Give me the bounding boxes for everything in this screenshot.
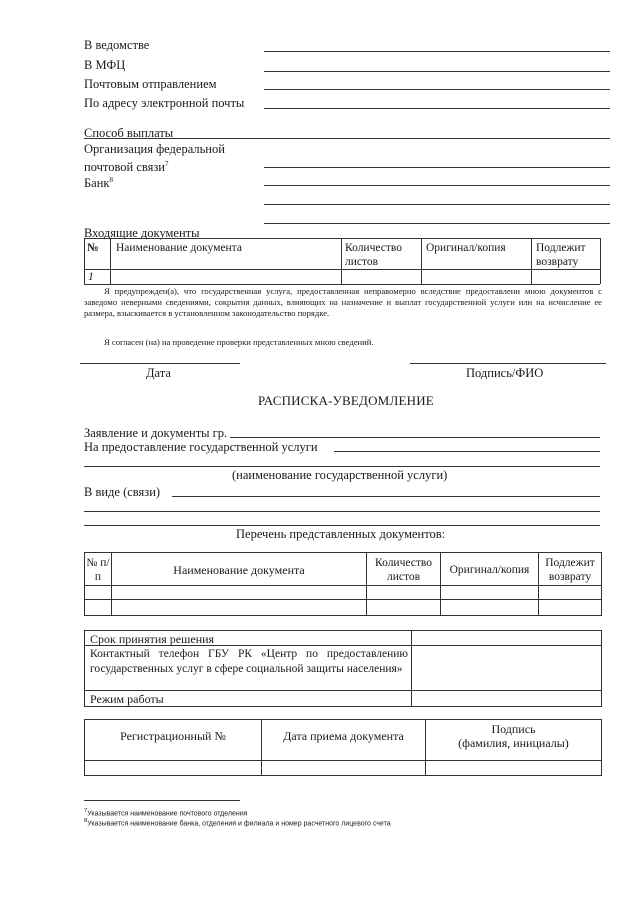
contacts-row-sep2 — [84, 690, 602, 691]
incoming-header-orig: Оригинал/копия — [426, 242, 506, 254]
reg-col-edge-right — [601, 719, 602, 775]
footnote-8-text: Указывается наименование банка, отделения и филиала и номер расчетного лицевого счета — [87, 820, 391, 828]
delivery-mfc-line[interactable] — [264, 71, 610, 72]
incoming-table-bottom — [84, 284, 600, 285]
contacts-deadline: Срок принятия решения — [90, 632, 215, 646]
docs-header-orig: Оригинал/копия — [449, 564, 530, 576]
docs-header-ret: Подлежит возврату — [545, 557, 595, 583]
payment-bank-line2[interactable] — [264, 204, 610, 205]
docs-header-num: № п/п — [86, 557, 110, 583]
reg-table-top — [84, 719, 602, 720]
incoming-col-sep1 — [110, 238, 111, 284]
contacts-table-bottom — [84, 706, 602, 707]
incoming-header-name: Наименование документа — [116, 242, 242, 254]
docs-table-row1 — [84, 585, 602, 586]
contacts-col-edge — [84, 630, 85, 706]
footnote-7-text: Указывается наименование почтового отделения — [87, 810, 248, 818]
docs-header-qty: Количество листов — [375, 557, 432, 583]
delivery-dept-line[interactable] — [264, 51, 610, 52]
docs-table-top — [84, 552, 602, 553]
receipt-form-line[interactable] — [172, 496, 600, 497]
payment-post-line[interactable] — [264, 167, 610, 168]
footnote-separator — [84, 800, 240, 801]
footnote-ref-8: 8 — [109, 176, 113, 184]
receipt-application: Заявление и документы гр. — [84, 426, 228, 440]
incoming-header-qty: Количество листов — [345, 242, 402, 268]
docs-table-row2 — [84, 599, 602, 600]
incoming-table-mid — [84, 269, 600, 270]
contacts-hours: Режим работы — [90, 692, 164, 706]
receipt-service-line2[interactable] — [84, 466, 600, 467]
docs-col-sep1 — [111, 552, 112, 615]
incoming-title: Входящие документы — [84, 226, 200, 240]
delivery-post: Почтовым отправлением — [84, 77, 217, 91]
contacts-col-edge-right — [601, 630, 602, 706]
signature-label: Подпись/ФИО — [466, 366, 544, 380]
incoming-col-edge-right — [600, 238, 601, 284]
payment-post-org-line2: почтовой связи — [84, 160, 165, 175]
footnote-ref-7: 7 — [165, 160, 169, 168]
reg-table-mid — [84, 760, 602, 761]
reg-table-bottom — [84, 775, 602, 776]
receipt-application-line[interactable] — [230, 437, 600, 438]
receipt-form-line3[interactable] — [84, 525, 600, 526]
signature-line[interactable] — [410, 363, 606, 364]
docs-col-edge — [84, 552, 85, 615]
payment-bank — [84, 173, 113, 191]
reg-col-sep1 — [261, 719, 262, 775]
payment-bank-label: Банк — [84, 176, 110, 191]
incoming-col-edge — [84, 238, 85, 284]
contacts-table-top — [84, 630, 602, 631]
receipt-list-title: Перечень представленных документов: — [236, 527, 446, 541]
reg-col-edge — [84, 719, 85, 775]
payment-title-line — [84, 138, 610, 139]
reg-sign-header-line2: (фамилия, инициалы) — [458, 736, 569, 750]
docs-header-name: Наименование документа — [173, 563, 305, 577]
warning-text: Я предупрежден(а), что государственная услуга, предоставленная неправомерно вследствие предоставлени мною документов с заведомо неверными сведениями, сокрытия данных, влияющих на назначение и выплат государственной услуги или на исчисление ее размера, взыскивается в установленном законодательство порядке. — [84, 286, 602, 318]
receipt-title: РАСПИСКА-УВЕДОМЛЕНИЕ — [258, 393, 434, 408]
delivery-email-line[interactable] — [264, 108, 610, 109]
footnote-8 — [84, 817, 391, 828]
footnote-7-num: 7 — [84, 808, 88, 814]
reg-number-header: Регистрационный № — [120, 729, 226, 743]
footnote-8-num: 8 — [84, 818, 88, 824]
receipt-service: На предоставление государственной услуги — [84, 440, 318, 454]
consent-text: Я согласен (на) на проведение проверки представленных мною сведений. — [104, 337, 374, 347]
incoming-header-ret: Подлежит возврату — [536, 242, 586, 268]
incoming-col-sep4 — [531, 238, 532, 284]
docs-col-edge-right — [601, 552, 602, 615]
incoming-col-sep2 — [341, 238, 342, 284]
receipt-form: В виде (связи) — [84, 485, 161, 499]
docs-table-bottom — [84, 615, 602, 616]
payment-bank-line3[interactable] — [264, 223, 610, 224]
payment-bank-line1[interactable] — [264, 185, 610, 186]
payment-title: Способ выплаты — [84, 126, 174, 140]
delivery-post-line[interactable] — [264, 89, 610, 90]
contacts-phone: Контактный телефон ГБУ РК «Центр по предоставлению государственных услуг в сфере социальной защиты населения» — [90, 648, 408, 675]
receipt-service-caption: (наименование государственной услуги) — [232, 468, 448, 482]
incoming-header-num: № — [87, 242, 99, 254]
incoming-col-sep3 — [421, 238, 422, 284]
delivery-email: По адресу электронной почты — [84, 96, 245, 110]
date-line[interactable] — [80, 363, 240, 364]
incoming-row-1-num: 1 — [88, 271, 94, 283]
reg-sign-header-line1: Подпись — [491, 722, 536, 736]
payment-post-org-line1: Организация федеральной — [84, 142, 225, 156]
incoming-table-top — [84, 238, 600, 239]
contacts-col-sep — [411, 630, 412, 706]
reg-date-header: Дата приема документа — [283, 729, 404, 743]
delivery-dept: В ведомстве — [84, 38, 150, 52]
docs-col-sep3 — [440, 552, 441, 615]
date-label: Дата — [146, 366, 171, 380]
delivery-mfc: В МФЦ — [84, 58, 126, 72]
receipt-form-line2[interactable] — [84, 511, 600, 512]
receipt-service-line[interactable] — [334, 451, 600, 452]
